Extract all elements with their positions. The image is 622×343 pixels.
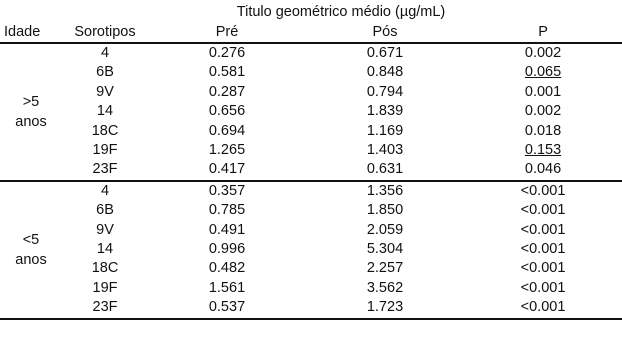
p-value-cell: <0.001 [520, 241, 566, 258]
table-row [0, 122, 622, 141]
table-title: Titulo geométrico médio (µg/mL) [236, 4, 446, 20]
table-row [0, 160, 622, 180]
pre-value-cell: 0.417 [148, 160, 306, 180]
pre-value-cell: 1.561 [208, 279, 246, 296]
pos-value-cell: 2.059 [366, 221, 404, 238]
table-row [0, 63, 622, 82]
pre-value-cell: 0.785 [208, 202, 246, 219]
p-value-cell: <0.001 [520, 279, 566, 296]
pre-value-cell: 0.357 [208, 182, 246, 199]
age-group-cell [0, 181, 62, 319]
age-group-unit: anos [15, 251, 47, 268]
table-row [0, 240, 622, 259]
p-value-cell: 0.002 [524, 45, 562, 61]
pos-value-cell: 0.848 [366, 64, 404, 81]
pos-value-cell: 0.671 [366, 45, 404, 61]
serotype-cell: 18C [91, 122, 119, 139]
table-row [0, 201, 622, 220]
serotype-cell: 4 [100, 45, 110, 61]
p-value-cell: <0.001 [520, 221, 566, 238]
table-row [0, 181, 622, 201]
pos-value-cell: 1.850 [366, 202, 404, 219]
pos-value-cell: 1.403 [366, 142, 404, 159]
age-group-cell [0, 43, 62, 181]
pos-value-cell: 5.304 [366, 241, 404, 258]
p-value-cell: 0.046 [464, 160, 622, 180]
table-row [0, 279, 622, 298]
serotype-cell: 6B [96, 64, 114, 81]
serotype-cell: 19F [92, 142, 118, 159]
serotype-cell: 9V [96, 83, 114, 100]
pos-value-cell: 1.723 [306, 298, 464, 318]
serotype-cell: 23F [62, 298, 148, 318]
pre-value-cell: 0.581 [208, 64, 246, 81]
header-p: P [464, 22, 622, 43]
header-idade: Idade [0, 22, 62, 43]
serotype-cell: 9V [96, 221, 114, 238]
serotype-cell: 18C [91, 260, 119, 277]
table-row [0, 43, 622, 63]
pos-value-cell: 1.169 [366, 122, 404, 139]
serotype-cell: 19F [92, 279, 118, 296]
pos-value-cell: 0.794 [366, 83, 404, 100]
pre-value-cell: 0.537 [148, 298, 306, 318]
table-body [0, 43, 622, 319]
pre-value-cell: 0.694 [208, 122, 246, 139]
p-value-cell: <0.001 [520, 260, 566, 277]
header-pre: Pré [148, 22, 306, 43]
serotype-cell: 4 [100, 182, 110, 199]
pre-value-cell: 0.491 [208, 221, 246, 238]
table-row [0, 83, 622, 102]
age-group-label: >5 [22, 93, 40, 110]
table-row [0, 102, 622, 121]
pre-value-cell: 0.287 [208, 83, 246, 100]
pre-value-cell: 1.265 [208, 142, 246, 159]
age-group-label: <5 [22, 231, 40, 248]
p-value-cell: 0.002 [524, 103, 562, 120]
table-row [0, 141, 622, 160]
pre-value-cell: 0.656 [208, 103, 246, 120]
p-value-cell: 0.001 [524, 83, 562, 100]
pos-value-cell: 0.631 [306, 160, 464, 180]
age-group-unit: anos [15, 113, 47, 130]
p-value-cell: 0.065 [524, 64, 562, 81]
table-row [0, 259, 622, 278]
pos-value-cell: 3.562 [366, 279, 404, 296]
serotype-cell: 14 [96, 103, 114, 120]
header-pos: Pós [306, 22, 464, 43]
table-row [0, 298, 622, 318]
table-row [0, 221, 622, 240]
pos-value-cell: 1.839 [366, 103, 404, 120]
title-row [0, 2, 622, 22]
p-value-cell: <0.001 [520, 202, 566, 219]
header-sorotipos: Sorotipos [62, 22, 148, 43]
p-value-cell: <0.001 [464, 298, 622, 318]
pos-value-cell: 1.356 [366, 182, 404, 199]
p-value-cell: <0.001 [520, 182, 566, 199]
pos-value-cell: 2.257 [366, 260, 404, 277]
serotype-cell: 23F [62, 160, 148, 180]
serotype-cell: 14 [96, 241, 114, 258]
pre-value-cell: 0.482 [208, 260, 246, 277]
pre-value-cell: 0.276 [208, 45, 246, 61]
p-value-cell: 0.153 [524, 142, 562, 159]
p-value-cell: 0.018 [524, 122, 562, 139]
pre-value-cell: 0.996 [208, 241, 246, 258]
titer-table [0, 2, 622, 320]
header-row [0, 22, 622, 43]
serotype-cell: 6B [96, 202, 114, 219]
